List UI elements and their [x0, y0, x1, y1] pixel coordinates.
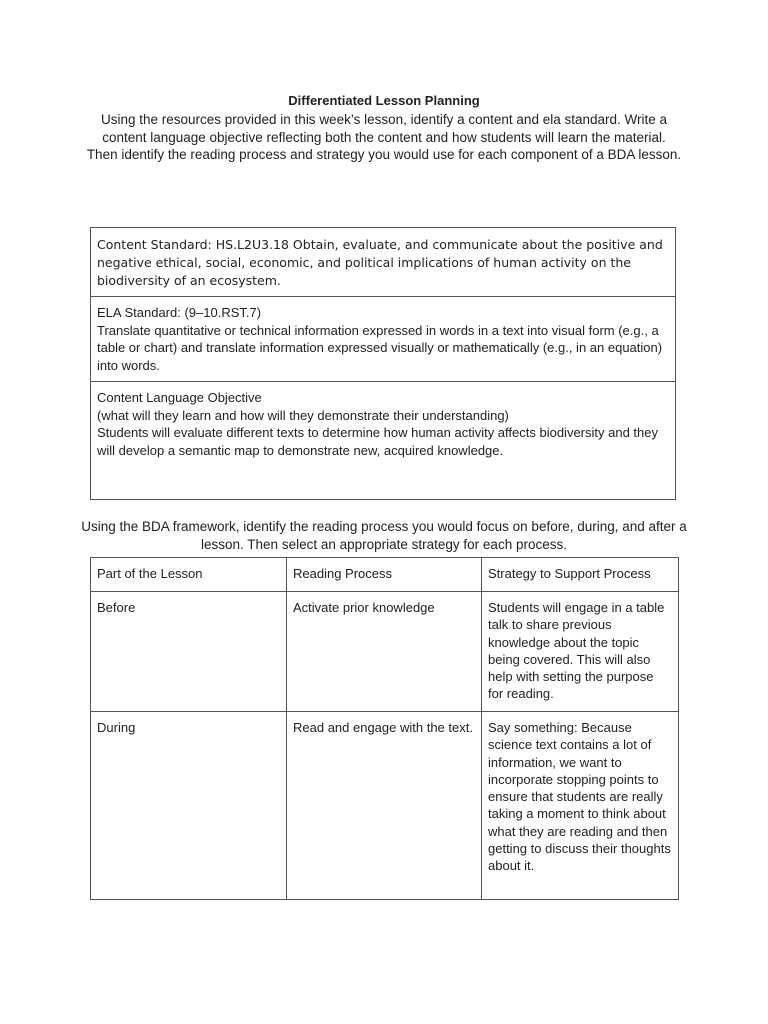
ela-standard-cell — [91, 297, 675, 382]
reading-process-cell: Activate prior knowledge — [287, 592, 482, 712]
strategy-cell: Students will engage in a table talk to share previous knowledge about the topic being covered. This will also help with setting the purpose for reading. — [482, 592, 679, 712]
table-row — [91, 592, 679, 712]
page-title: Differentiated Lesson Planning — [288, 93, 480, 108]
framework-instructions: Using the BDA framework, identify the reading process you would focus on before, during, and after a lesson. Then select an appropriate strategy for each process. — [81, 519, 687, 552]
content-standard-cell — [91, 228, 675, 297]
column-header: Part of the Lesson — [91, 558, 287, 592]
reading-process-cell: Read and engage with the text. — [287, 712, 482, 900]
column-header: Strategy to Support Process — [482, 558, 679, 592]
intro-paragraph: Using the resources provided in this week’s lesson, identify a content and ela standard. Write a content language objective reflecting both the content and how students will learn the material. Then identify the reading process and strategy you would use for each component of a BDA lesson. — [86, 112, 682, 162]
objective-heading: Content Language Objective — [97, 390, 262, 405]
table-row — [91, 712, 679, 900]
objective-text: Students will evaluate different texts to determine how human activity affects biodiversity and they will develop a semantic map to demonstrate new, acquired knowledge. — [97, 425, 658, 458]
objective-subheading: (what will they learn and how will they demonstrate their understanding) — [97, 407, 509, 423]
strategy-cell: Say something: Because science text contains a lot of information, we want to incorporate stopping points to ensure that students are really taking a moment to think about what they are reading and then getting to discuss their thoughts about it. — [482, 712, 679, 900]
standards-box — [90, 227, 676, 500]
column-header: Reading Process — [287, 558, 482, 592]
lesson-part-cell: Before — [91, 592, 287, 712]
content-language-objective-cell — [91, 382, 675, 499]
table-header-row — [91, 558, 679, 592]
lesson-part-cell: During — [91, 712, 287, 900]
bda-table — [90, 557, 679, 900]
ela-standard-text: Translate quantitative or technical information expressed in words in a text into visual form (e.g., a table or chart) and translate information expressed visually or mathematically (e.g., in an equation) into words. — [97, 322, 663, 373]
ela-standard-heading: ELA Standard: (9–10.RST.7) — [97, 305, 262, 320]
content-standard-text: Content Standard: HS.L2U3.18 Obtain, evaluate, and communicate about the positive and negative ethical, social, economic, and political implications of human activity on the biodiversity of an ecosystem. — [97, 237, 663, 288]
